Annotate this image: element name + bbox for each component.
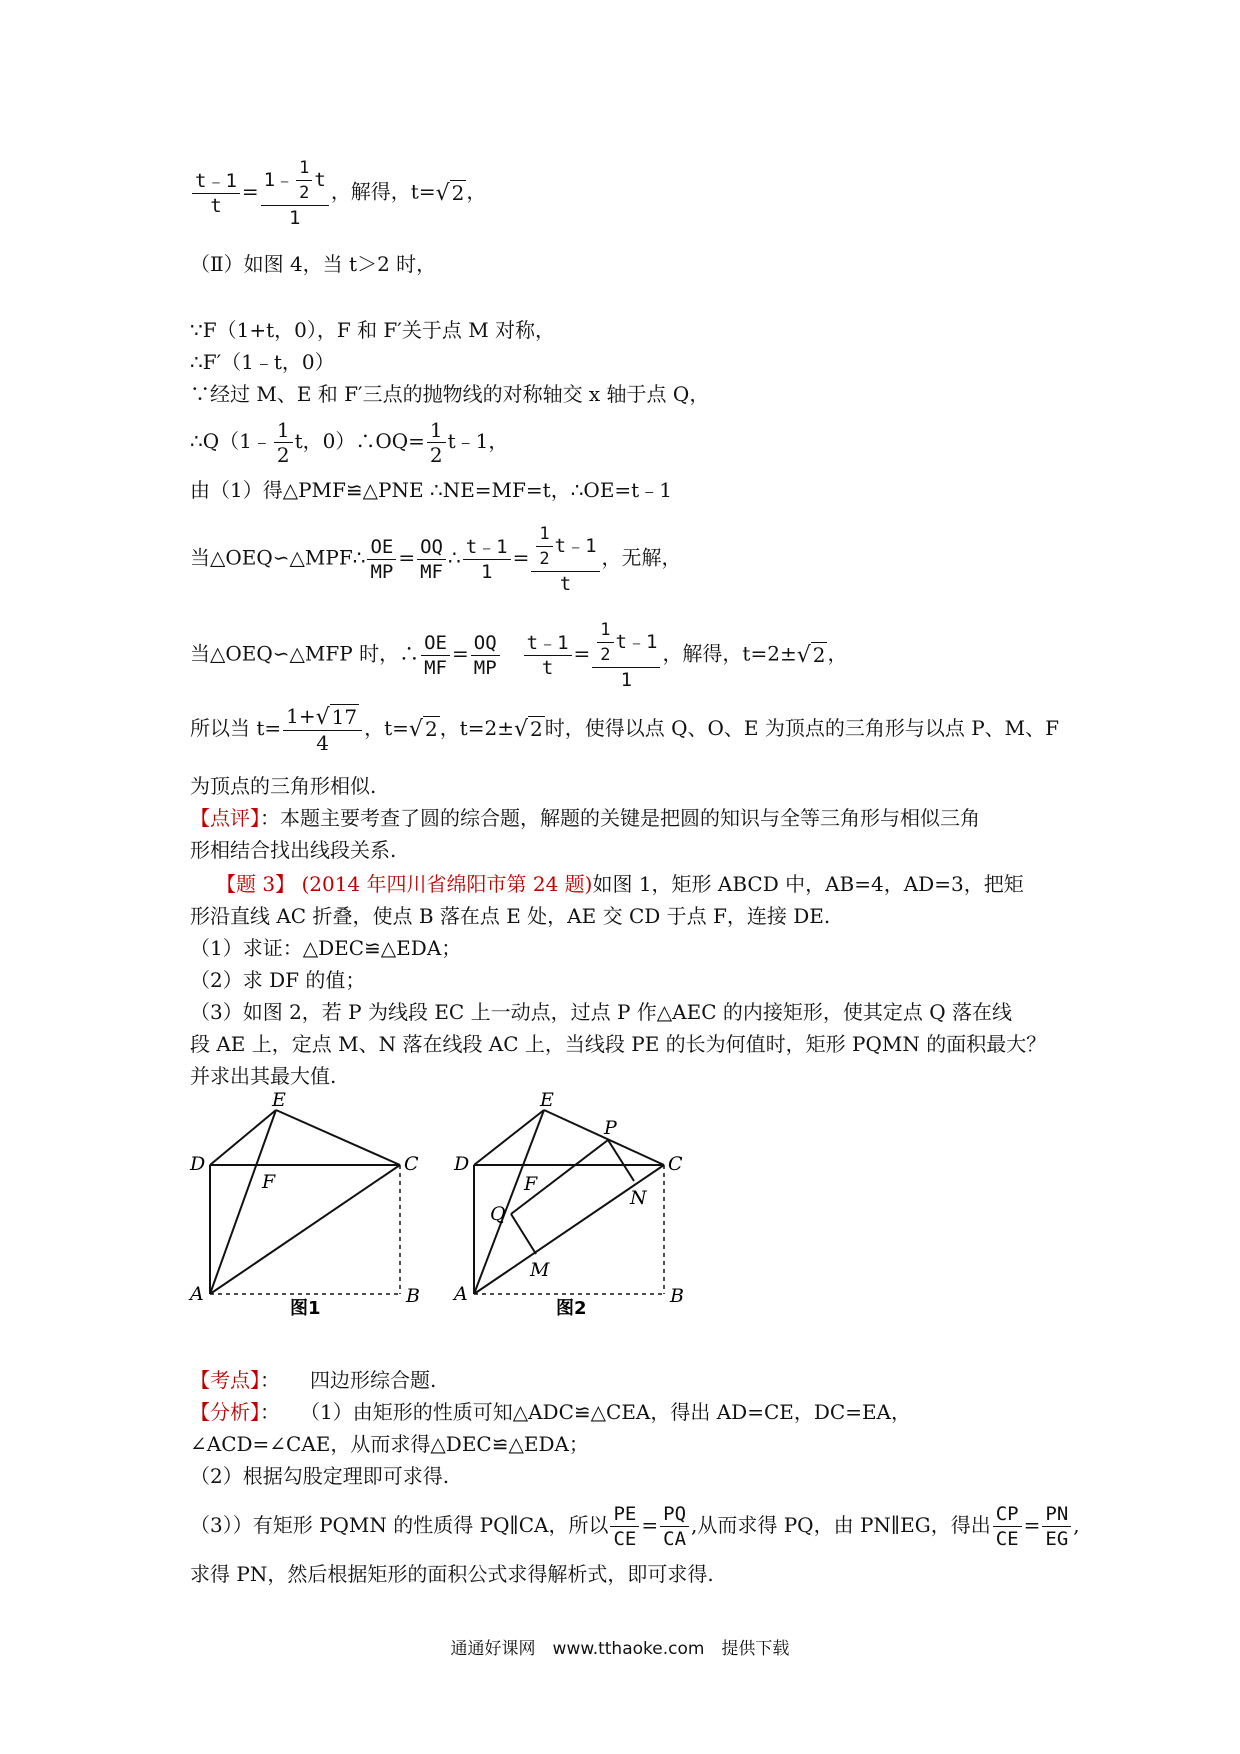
fraction: $\frac{1}{2}$ t﹣1 1 bbox=[592, 618, 660, 692]
figure-2 bbox=[444, 1088, 704, 1320]
figure-1-caption: 图1 bbox=[290, 1298, 321, 1319]
fraction: $\frac{PN}{EG}$ bbox=[1042, 1502, 1071, 1551]
text-line: （2）根据勾股定理即可求得. bbox=[190, 1464, 450, 1488]
fraction: $\frac{PE}{CE}$ bbox=[610, 1502, 639, 1551]
label-D: D bbox=[454, 1153, 470, 1175]
analysis-line: 【分析】： （1）由矩形的性质可知△ADC≌△CEA，得出 AD=CE，DC=EA， bbox=[190, 1400, 912, 1424]
figure-1 bbox=[180, 1088, 440, 1320]
equation-line-fx4: （3））有矩形 PQMN 的性质得 PQ∥CA，所以 $\frac{PE}{CE}$ = $\frac{PQ}{CA}$ ,从而求得 PQ，由 PN∥EG，得出 $\frac{CP}{CE}$ = $\frac{PN}{EG}$ , bbox=[190, 1503, 1080, 1550]
fraction: $\frac{PQ}{CA}$ bbox=[660, 1502, 689, 1551]
fraction: $\frac{1}{2}$ t﹣1 t bbox=[531, 522, 599, 596]
kaodian-line: 【考点】： 四边形综合题. bbox=[190, 1368, 437, 1392]
denominator: 1 bbox=[289, 207, 301, 229]
comment-tag: 【点评】 bbox=[190, 806, 260, 830]
fraction: $\frac{1}{2}$ bbox=[274, 418, 293, 467]
denominator: t bbox=[210, 194, 222, 217]
equation-line-10: 所以当 t= $\frac{1+√ 17}{4}$ ，t=√ 2 ，t=2±√ 2 时，使得以点 Q、O、E 为顶点的三角形与以点 P、M、F bbox=[190, 704, 1060, 755]
label-B: B bbox=[406, 1285, 420, 1307]
fraction bbox=[261, 156, 329, 230]
comment-line: 【点评】：本题主要考查了圆的综合题，解题的关键是把圆的知识与全等三角形与相似三角 bbox=[190, 806, 980, 830]
fraction: $\frac{1+√ 17}{4}$ bbox=[283, 704, 362, 755]
fraction: $\frac{t﹣1}{1}$ bbox=[463, 535, 511, 584]
equation-line-1: $\frac{t﹣1}{t}$ = 1﹣ $\frac{1}{2}$ t 1 ，解得，t=√ 2 ， bbox=[190, 156, 486, 230]
text-line: 并求出其最大值. bbox=[190, 1064, 337, 1088]
fraction bbox=[192, 169, 240, 218]
text-line: 形相结合找出线段关系. bbox=[190, 838, 397, 862]
numerator: t﹣1 bbox=[192, 169, 240, 194]
label-F: F bbox=[524, 1173, 538, 1195]
fraction: $\frac{OQ}{MP}$ bbox=[471, 631, 500, 680]
text-line: 由（1）得△PMF≌△PNE ∴NE=MF=t，∴OE=t﹣1 bbox=[190, 478, 672, 502]
figure-2-caption: 图2 bbox=[556, 1298, 587, 1319]
question-3-title: 【题 3】 (2014 年四川省绵阳市第 24 题)如图 1，矩形 ABCD 中，AB=4，AD=3，把矩 bbox=[216, 872, 1024, 896]
text-line: ∵经过 M、E 和 F′三点的抛物线的对称轴交 x 轴于点 Q， bbox=[190, 382, 710, 406]
equation-line-8: 当△OEQ∽△MPF∴ $\frac{OE}{MP}$ = $\frac{OQ}{MF}$ ∴ $\frac{t﹣1}{1}$ = $\frac{1}{2}$ t﹣1 t ，无解， bbox=[190, 524, 682, 595]
label-Q: Q bbox=[490, 1203, 506, 1225]
text-line: 段 AE 上，定点 M、N 落在线段 AC 上，当线段 PE 的长为何值时，矩形 PQMN 的面积最大？ bbox=[190, 1032, 1047, 1056]
label-A: A bbox=[454, 1283, 468, 1305]
text-line: （2）求 DF 的值； bbox=[190, 968, 366, 992]
fraction: $\frac{OE}{MP}$ bbox=[367, 535, 396, 584]
sqrt: √ 2 bbox=[435, 180, 465, 206]
label-C: C bbox=[404, 1153, 419, 1175]
label-A: A bbox=[190, 1283, 204, 1305]
label-B: B bbox=[670, 1285, 684, 1307]
text-line: （3）如图 2，若 P 为线段 EC 上一动点，过点 P 作△AEC 的内接矩形，使其定点 Q 落在线 bbox=[190, 1000, 1012, 1024]
label-P: P bbox=[604, 1117, 617, 1139]
text: ，解得，t= bbox=[330, 179, 436, 204]
equation-line-6: ∴Q（1﹣ $\frac{1}{2}$ t，0）∴OQ= $\frac{1}{2}$ t﹣1， bbox=[190, 418, 509, 467]
label-F: F bbox=[262, 1171, 276, 1193]
label-C: C bbox=[668, 1153, 683, 1175]
footer: 通通好课网 www.tthaoke.com 提供下载 bbox=[450, 1639, 790, 1659]
question-tag: 【题 3】 (2014 年四川省绵阳市第 24 题) bbox=[216, 872, 593, 896]
numerator: 1﹣ $\frac{1}{2}$ t bbox=[261, 156, 329, 206]
fraction: $\frac{OQ}{MF}$ bbox=[417, 535, 446, 584]
text-line: 为顶点的三角形相似. bbox=[190, 774, 377, 798]
fraction: $\frac{OE}{MF}$ bbox=[421, 631, 450, 680]
label-D: D bbox=[190, 1153, 206, 1175]
equation-line-9: 当△OEQ∽△MFP 时，∴ $\frac{OE}{MF}$ = $\frac{OQ}{MP}$ $\frac{t﹣1}{t}$ = $\frac{1}{2}$ t﹣1 1 ，解得，t=2±√ 2 ， bbox=[190, 620, 848, 691]
label-N: N bbox=[630, 1187, 647, 1209]
label-E: E bbox=[272, 1089, 286, 1111]
fraction: $\frac{CP}{CE}$ bbox=[993, 1502, 1022, 1551]
label-E: E bbox=[540, 1089, 554, 1111]
text-line: （1）求证：△DEC≌△EDA； bbox=[190, 936, 462, 960]
fraction: $\frac{t﹣1}{t}$ bbox=[524, 631, 572, 680]
fraction: $\frac{1}{2}$ bbox=[427, 418, 446, 467]
text-line: 形沿直线 AC 折叠，使点 B 落在点 E 处，AE 交 CD 于点 F，连接 DE. bbox=[190, 904, 831, 928]
text-line: 求得 PN，然后根据矩形的面积公式求得解析式，即可求得. bbox=[190, 1562, 714, 1586]
text-line: （Ⅱ）如图 4，当 t＞2 时， bbox=[190, 252, 437, 276]
text-line: ∠ACD=∠CAE，从而求得△DEC≌△EDA； bbox=[190, 1432, 589, 1456]
text-line: ∵F（1+t，0），F 和 F′关于点 M 对称， bbox=[190, 318, 556, 342]
text-line: ∴F′（1﹣t，0） bbox=[190, 350, 335, 374]
label-M: M bbox=[530, 1259, 550, 1281]
